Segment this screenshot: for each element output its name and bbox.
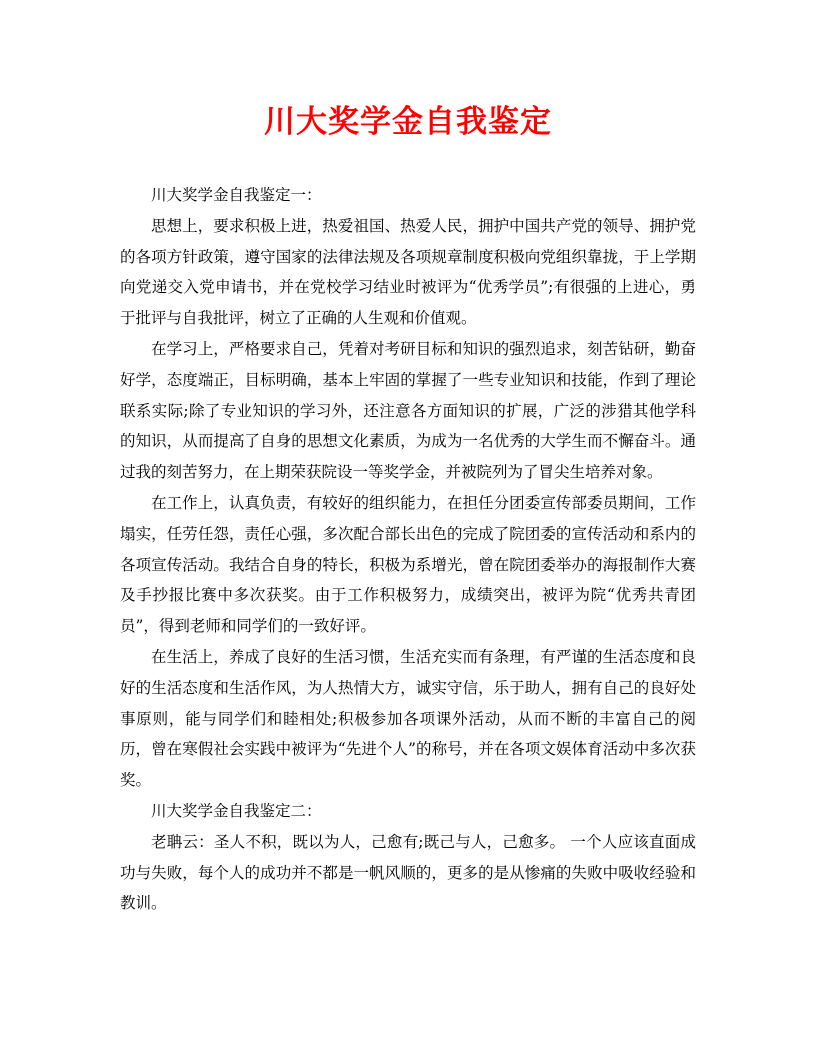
paragraph-study: 在学习上，严格要求自己，凭着对考研目标和知识的强烈追求，刻苦钻研，勤奋好学，态度端正，目标明确，基本上牢固的掌握了一些专业知识和技能，作到了理论联系实际;除了专业知识的学习外，还注意各方面知识的扩展，广泛的涉猎其他学科的知识，从而提高了自身的思想文化素质，为成为一名优秀的大学生而不懈奋斗。通过我的刻苦努力，在上期荣获院设一等奖学金，并被院列为了冒尖生培养对象。 (120, 339, 696, 482)
document-page (120, 100, 696, 919)
section-heading-1: 川大奖学金自我鉴定一： (151, 186, 322, 204)
section-heading-2: 川大奖学金自我鉴定二： (151, 801, 322, 820)
paragraph-laodan: 老聃云：圣人不积，既以为人，己愈有;既己与人，己愈多。 一个人应该直面成功与失败，每个人的成功并不都是一帆风顺的，更多的是从惨痛的失败中吸收经验和教训。 (120, 832, 696, 913)
paragraph-life: 在生活上，养成了良好的生活习惯，生活充实而有条理，有严谨的生活态度和良好的生活态度和生活作风，为人热情大方，诚实守信，乐于助人，拥有自己的良好处事原则，能与同学们和睦相处;积极参加各项课外活动，从而不断的丰富自己的阅历，曾在寒假社会实践中被评为“先进个人”的称号，并在各项文娱体育活动中多次获奖。 (120, 647, 696, 790)
paragraph-work: 在工作上，认真负责，有较好的组织能力，在担任分团委宣传部委员期间，工作塌实，任劳任怨，责任心强，多次配合部长出色的完成了院团委的宣传活动和系内的各项宣传活动。我结合自身的特长，积极为系增光，曾在院团委举办的海报制作大赛及手抄报比赛中多次获奖。由于工作积极努力，成绩突出，被评为院“优秀共青团员”，得到老师和同学们的一致好评。 (120, 493, 696, 636)
paragraph-ideology: 思想上，要求积极上进，热爱祖国、热爱人民，拥护中国共产党的领导、拥护党的各项方针政策，遵守国家的法律法规及各项规章制度积极向党组织靠拢，于上学期向党递交入党申请书，并在党校学习结业时被评为“优秀学员”;有很强的上进心，勇于批评与自我批评，树立了正确的人生观和价值观。 (120, 216, 696, 328)
document-title: 川大奖学金自我鉴定 (264, 104, 552, 140)
